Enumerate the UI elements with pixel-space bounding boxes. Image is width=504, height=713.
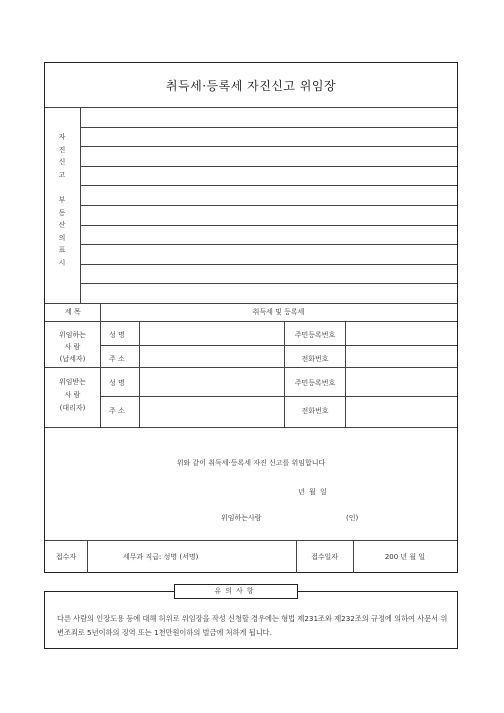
property-label-char: 고 xyxy=(58,170,66,179)
delegate-address-field[interactable] xyxy=(140,397,283,426)
delegate-address-label: 주 소 xyxy=(109,407,125,415)
property-label-char: 시 xyxy=(58,258,66,267)
date-line: 년 월 일 xyxy=(298,488,327,496)
page-title: 취득세·등록세 자진신고 위임장 xyxy=(165,79,337,93)
delegate-id-label: 주민등록번호 xyxy=(294,379,336,387)
delegator-address-field[interactable] xyxy=(140,346,283,366)
delegator-name-field[interactable] xyxy=(140,322,283,344)
delegate-phone-label: 전화번호 xyxy=(301,407,329,415)
property-row-field[interactable] xyxy=(81,245,457,263)
divider xyxy=(45,303,457,304)
property-row-field[interactable] xyxy=(81,186,457,204)
notice-title-box xyxy=(174,584,298,599)
delegate-label-1: 위임받는 xyxy=(58,378,87,386)
divider xyxy=(87,540,88,573)
property-label-char xyxy=(54,181,70,194)
divider xyxy=(45,427,457,428)
delegate-phone-field[interactable] xyxy=(346,397,457,426)
property-row-field[interactable] xyxy=(81,265,457,283)
receipt-date-label: 접수일자 xyxy=(310,553,339,561)
property-label-char: 자 xyxy=(58,133,66,141)
delegate-label-3: (대리자) xyxy=(59,404,86,412)
property-row-field[interactable] xyxy=(81,206,457,224)
property-row-field[interactable] xyxy=(81,128,457,146)
property-label xyxy=(54,131,70,270)
receipt-date-value: 200 년 월 일 xyxy=(384,553,426,561)
property-row-field[interactable] xyxy=(81,147,457,165)
property-label-char: 의 xyxy=(58,233,66,242)
delegator-phone-field[interactable] xyxy=(346,346,457,366)
delegator-name-label: 성 명 xyxy=(109,331,125,339)
delegator-label-3: (납세자) xyxy=(59,355,86,363)
delegator-address-label: 주 소 xyxy=(109,355,125,363)
divider xyxy=(45,540,457,541)
delegator-label-2: 사 람 xyxy=(64,343,81,351)
delegator-id-label: 주민등록번호 xyxy=(294,331,336,339)
property-label-char: 표 xyxy=(58,246,66,255)
delegate-id-field[interactable] xyxy=(346,368,457,395)
property-label-char: 진 xyxy=(58,145,66,154)
receiver-official: 세무과 직급: 성명 (서명) xyxy=(123,553,199,561)
delegator-id-field[interactable] xyxy=(346,322,457,344)
form-frame xyxy=(44,62,458,573)
tax-item-value: 취득세 및 등록세 xyxy=(252,308,305,316)
property-row-field[interactable] xyxy=(81,167,457,185)
signer-label: 위임하는사람 xyxy=(221,514,262,522)
notice-title: 유의사항 xyxy=(214,587,258,595)
property-row-field[interactable] xyxy=(81,108,457,126)
property-label-char: 신 xyxy=(58,158,66,167)
property-row-field[interactable] xyxy=(81,284,457,302)
notice-text: 다른 사람의 인장도용 등에 대해 허위로 위임장을 작성 신청할 경우에는 형법 제231조와 제232조의 규정에 의하여 사문서 위변조죄로 5년이하의 징역 또는 1천만원이하의 벌금에 처하게 됩니다. xyxy=(57,614,448,637)
property-row-field[interactable] xyxy=(81,226,457,244)
delegate-label-2: 사 람 xyxy=(64,391,81,399)
receiver-label: 접수자 xyxy=(55,553,77,561)
property-label-char: 동 xyxy=(58,208,66,217)
property-label-char: 부 xyxy=(58,195,66,204)
delegate-name-label: 성 명 xyxy=(109,379,125,387)
tax-item-label: 세 목 xyxy=(65,308,81,316)
notice-frame xyxy=(44,591,458,649)
signer-seal: (인) xyxy=(346,514,359,522)
delegate-name-field[interactable] xyxy=(140,368,283,395)
delegator-phone-label: 전화번호 xyxy=(301,355,329,363)
property-label-char: 산 xyxy=(58,221,66,230)
delegator-label-1: 위임하는 xyxy=(58,331,87,339)
delegation-statement: 위와 같이 취득세·등록세 자진 신고를 위임합니다 xyxy=(176,459,326,467)
